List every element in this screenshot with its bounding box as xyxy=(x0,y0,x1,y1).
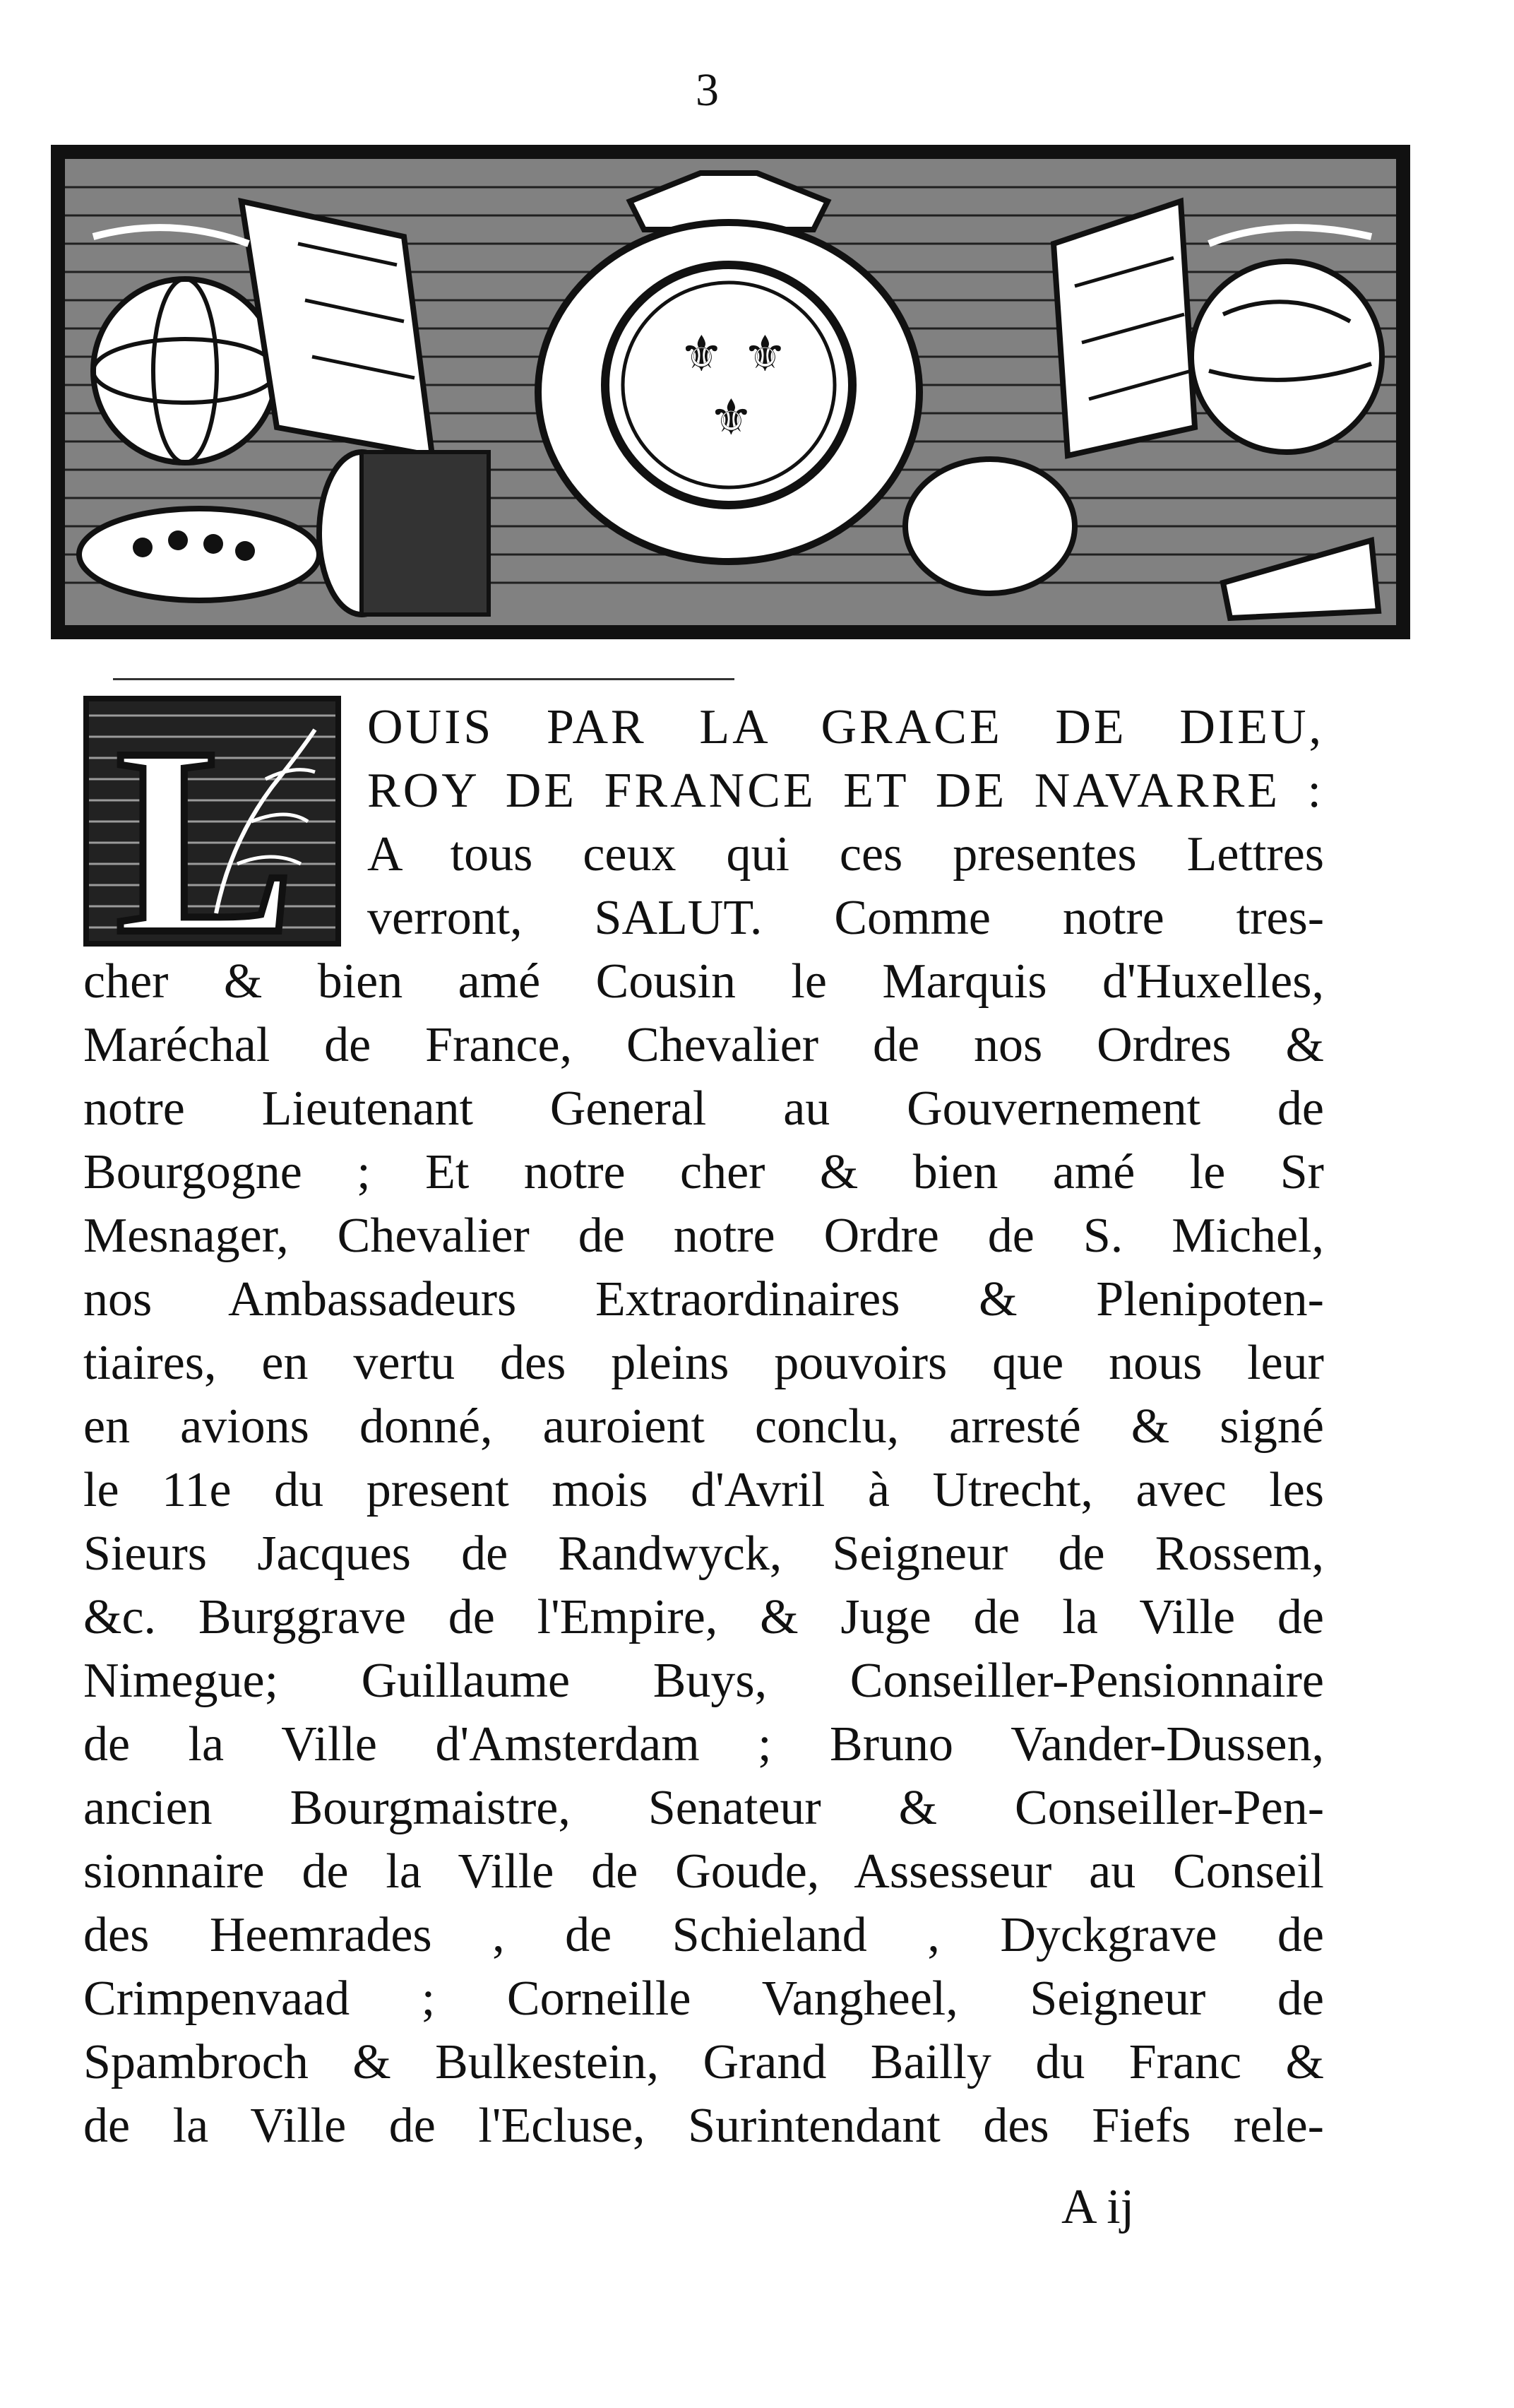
text-line: Bourgogne ; Et notre cher & bien amé le Sr xyxy=(83,1145,1324,1199)
text-line: nos Ambassadeurs Extraordinaires & Plenipoten- xyxy=(83,1272,1324,1327)
text-line: de la Ville d'Amsterdam ; Bruno Vander-Dussen, xyxy=(83,1717,1324,1772)
text-line: ROY DE FRANCE ET DE NAVARRE : xyxy=(367,764,1324,818)
text-line: Sieurs Jacques de Randwyck, Seigneur de Rossem, xyxy=(83,1526,1324,1581)
svg-text:⚜: ⚜ xyxy=(679,325,724,383)
text-line: des Heemrades , de Schieland , Dyckgrave de xyxy=(83,1908,1324,1962)
text-line: Nimegue; Guillaume Buys, Conseiller-Pensionnaire xyxy=(83,1654,1324,1708)
text-line: cher & bien amé Cousin le Marquis d'Huxelles, xyxy=(83,954,1324,1009)
text-line: Maréchal de France, Chevalier de nos Ordres & xyxy=(83,1018,1324,1072)
text-line: &c. Burggrave de l'Empire, & Juge de la Ville de xyxy=(83,1590,1324,1644)
text-line: tiaires, en vertu des pleins pouvoirs que nous leur xyxy=(83,1336,1324,1390)
text-line: de la Ville de l'Ecluse, Surintendant des Fiefs rele- xyxy=(83,2099,1324,2153)
page-number: 3 xyxy=(696,64,719,116)
text-line: OUIS PAR LA GRACE DE DIEU, xyxy=(367,700,1324,754)
signature-mark: A ij xyxy=(1061,2180,1135,2234)
svg-text:⚜: ⚜ xyxy=(743,325,787,383)
initial-letter: L xyxy=(116,696,295,947)
text-line: ancien Bourgmaistre, Senateur & Conseiller-Pen- xyxy=(83,1781,1324,1835)
text-line: notre Lieutenant General au Gouvernement de xyxy=(83,1081,1324,1136)
text-line: sionnaire de la Ville de Goude, Assesseur au Conseil xyxy=(83,1844,1324,1899)
text-line: Mesnager, Chevalier de notre Ordre de S. Michel, xyxy=(83,1209,1324,1263)
decorative-rule xyxy=(113,678,734,680)
headpiece-ornament xyxy=(51,145,1410,639)
text-line: le 11e du present mois d'Avril à Utrecht, avec les xyxy=(83,1463,1324,1517)
svg-text:⚜: ⚜ xyxy=(709,389,753,446)
text-line: Crimpenvaad ; Corneille Vangheel, Seigneur de xyxy=(83,1971,1324,2026)
text-line: A tous ceux qui ces presentes Lettres xyxy=(367,827,1324,882)
text-line: en avions donné, auroient conclu, arresté & signé xyxy=(83,1399,1324,1454)
royal-arms-headpiece-icon xyxy=(65,159,1396,625)
text-line: Spambroch & Bulkestein, Grand Bailly du Franc & xyxy=(83,2035,1324,2089)
text-line: verront, SALUT. Comme notre tres- xyxy=(367,891,1324,945)
drop-cap xyxy=(83,696,341,947)
